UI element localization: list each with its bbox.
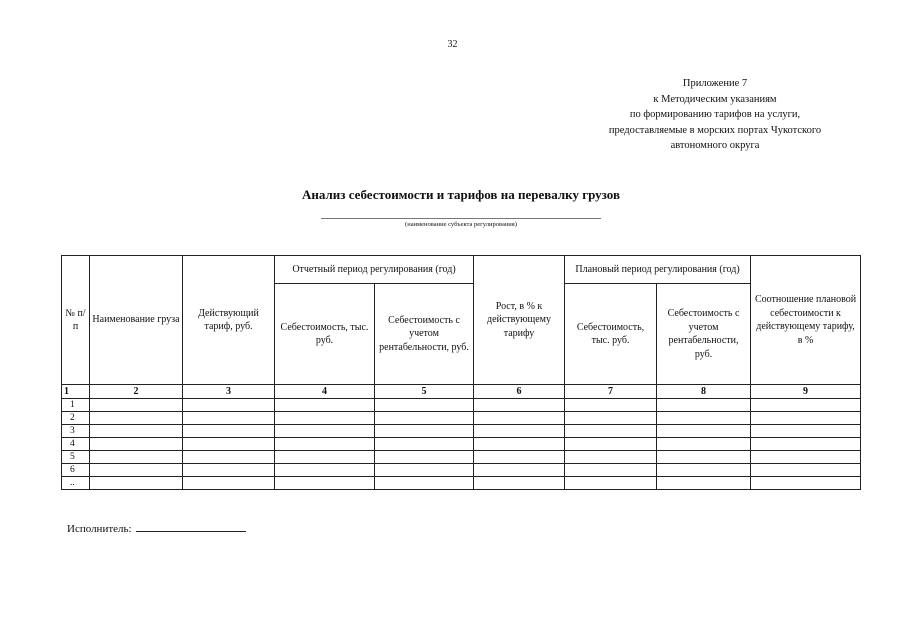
table-cell[interactable] <box>565 451 657 464</box>
table-cell[interactable] <box>565 425 657 438</box>
table-cell[interactable] <box>657 464 751 477</box>
column-number: 7 <box>565 385 657 399</box>
table-cell[interactable] <box>275 412 375 425</box>
header-planned-cost: Себестоимость, тыс. руб. <box>565 284 657 385</box>
performer-signature <box>67 520 246 535</box>
cost-tariff-table <box>61 255 861 490</box>
header-cargo-name: Наименование груза <box>90 256 183 385</box>
table-cell[interactable] <box>183 412 275 425</box>
table-cell[interactable] <box>474 464 565 477</box>
table-cell[interactable] <box>90 425 183 438</box>
table-cell[interactable] <box>183 451 275 464</box>
row-number: 1 <box>62 399 90 412</box>
header-reporting-cost: Себестоимость, тыс. руб. <box>275 284 375 385</box>
table-cell[interactable] <box>183 399 275 412</box>
table-cell[interactable] <box>183 425 275 438</box>
appendix-line: к Методическим указаниям <box>653 93 777 105</box>
table-row <box>62 399 861 412</box>
table-cell[interactable] <box>375 425 474 438</box>
table-cell[interactable] <box>375 399 474 412</box>
table-cell[interactable] <box>183 464 275 477</box>
table-cell[interactable] <box>474 425 565 438</box>
table-cell[interactable] <box>565 464 657 477</box>
page-number: 32 <box>447 39 458 50</box>
appendix-line: предоставляемые в морских портах Чукотского <box>608 124 822 136</box>
table-cell[interactable] <box>375 412 474 425</box>
header-planned-period: Плановый период регулирования (год) <box>565 256 751 284</box>
column-number-row <box>62 385 861 399</box>
table-cell[interactable] <box>90 464 183 477</box>
row-number: .. <box>62 477 90 490</box>
performer-label: Исполнитель: <box>67 523 132 535</box>
header-ratio: Соотношение плановой себестоимости к действующему тарифу, в % <box>751 256 861 385</box>
table-cell[interactable] <box>474 399 565 412</box>
column-number: 1 <box>62 385 90 399</box>
table-cell[interactable] <box>375 438 474 451</box>
table-cell[interactable] <box>90 477 183 490</box>
header-reporting-cost-profit: Себестоимость с учетом рентабельности, руб. <box>375 284 474 385</box>
table-row <box>62 477 861 490</box>
column-number: 6 <box>474 385 565 399</box>
table-cell[interactable] <box>183 477 275 490</box>
table-cell[interactable] <box>751 412 861 425</box>
appendix-line: Приложение 7 <box>682 78 748 89</box>
table-row <box>62 425 861 438</box>
table-cell[interactable] <box>375 477 474 490</box>
table-cell[interactable] <box>375 464 474 477</box>
table-cell[interactable] <box>474 412 565 425</box>
appendix-line: по формированию тарифов на услуги, <box>629 109 801 120</box>
table-cell[interactable] <box>657 425 751 438</box>
table-cell[interactable] <box>751 438 861 451</box>
table-cell[interactable] <box>90 399 183 412</box>
table-cell[interactable] <box>275 464 375 477</box>
header-growth: Рост, в % к действующему тарифу <box>474 256 565 385</box>
table-row <box>62 451 861 464</box>
header-current-tariff: Действующий тариф, руб. <box>183 256 275 385</box>
column-number: 8 <box>657 385 751 399</box>
document-title: Анализ себестоимости и тарифов на перевалку грузов <box>302 187 620 202</box>
table-cell[interactable] <box>275 477 375 490</box>
table-cell[interactable] <box>90 438 183 451</box>
table-cell[interactable] <box>474 438 565 451</box>
column-number: 2 <box>90 385 183 399</box>
table-cell[interactable] <box>375 451 474 464</box>
table-cell[interactable] <box>275 425 375 438</box>
appendix-note <box>560 76 870 154</box>
table-cell[interactable] <box>474 477 565 490</box>
table-cell[interactable] <box>657 399 751 412</box>
table-cell[interactable] <box>657 477 751 490</box>
table-cell[interactable] <box>275 451 375 464</box>
row-number: 6 <box>62 464 90 477</box>
table-cell[interactable] <box>657 412 751 425</box>
table-cell[interactable] <box>474 451 565 464</box>
row-number: 4 <box>62 438 90 451</box>
header-reporting-period: Отчетный период регулирования (год) <box>275 256 474 284</box>
header-planned-cost-profit: Себестоимость с учетом рентабельности, руб. <box>657 284 751 385</box>
header-row-top <box>62 256 861 284</box>
column-number: 5 <box>375 385 474 399</box>
table-cell[interactable] <box>751 451 861 464</box>
table-row <box>62 412 861 425</box>
subject-name-caption: (наименование субъекта регулирования) <box>405 221 517 228</box>
table-cell[interactable] <box>275 438 375 451</box>
column-number: 9 <box>751 385 861 399</box>
appendix-line: автономного округа <box>670 140 760 151</box>
table-cell[interactable] <box>565 438 657 451</box>
table-cell[interactable] <box>90 451 183 464</box>
header-num: № п/п <box>62 256 90 385</box>
table-cell[interactable] <box>751 399 861 412</box>
column-number: 4 <box>275 385 375 399</box>
table-cell[interactable] <box>657 451 751 464</box>
table-row <box>62 438 861 451</box>
table-cell[interactable] <box>90 412 183 425</box>
table-cell[interactable] <box>565 477 657 490</box>
table-cell[interactable] <box>565 399 657 412</box>
subject-name-line <box>321 218 601 219</box>
table-row <box>62 464 861 477</box>
row-number: 5 <box>62 451 90 464</box>
table-cell[interactable] <box>751 425 861 438</box>
table-cell[interactable] <box>565 412 657 425</box>
table-cell[interactable] <box>657 438 751 451</box>
column-number: 3 <box>183 385 275 399</box>
table-cell[interactable] <box>183 438 275 451</box>
performer-signature-line[interactable] <box>136 520 246 532</box>
table-cell[interactable] <box>751 477 861 490</box>
table-cell[interactable] <box>751 464 861 477</box>
table-cell[interactable] <box>275 399 375 412</box>
row-number: 2 <box>62 412 90 425</box>
row-number: 3 <box>62 425 90 438</box>
